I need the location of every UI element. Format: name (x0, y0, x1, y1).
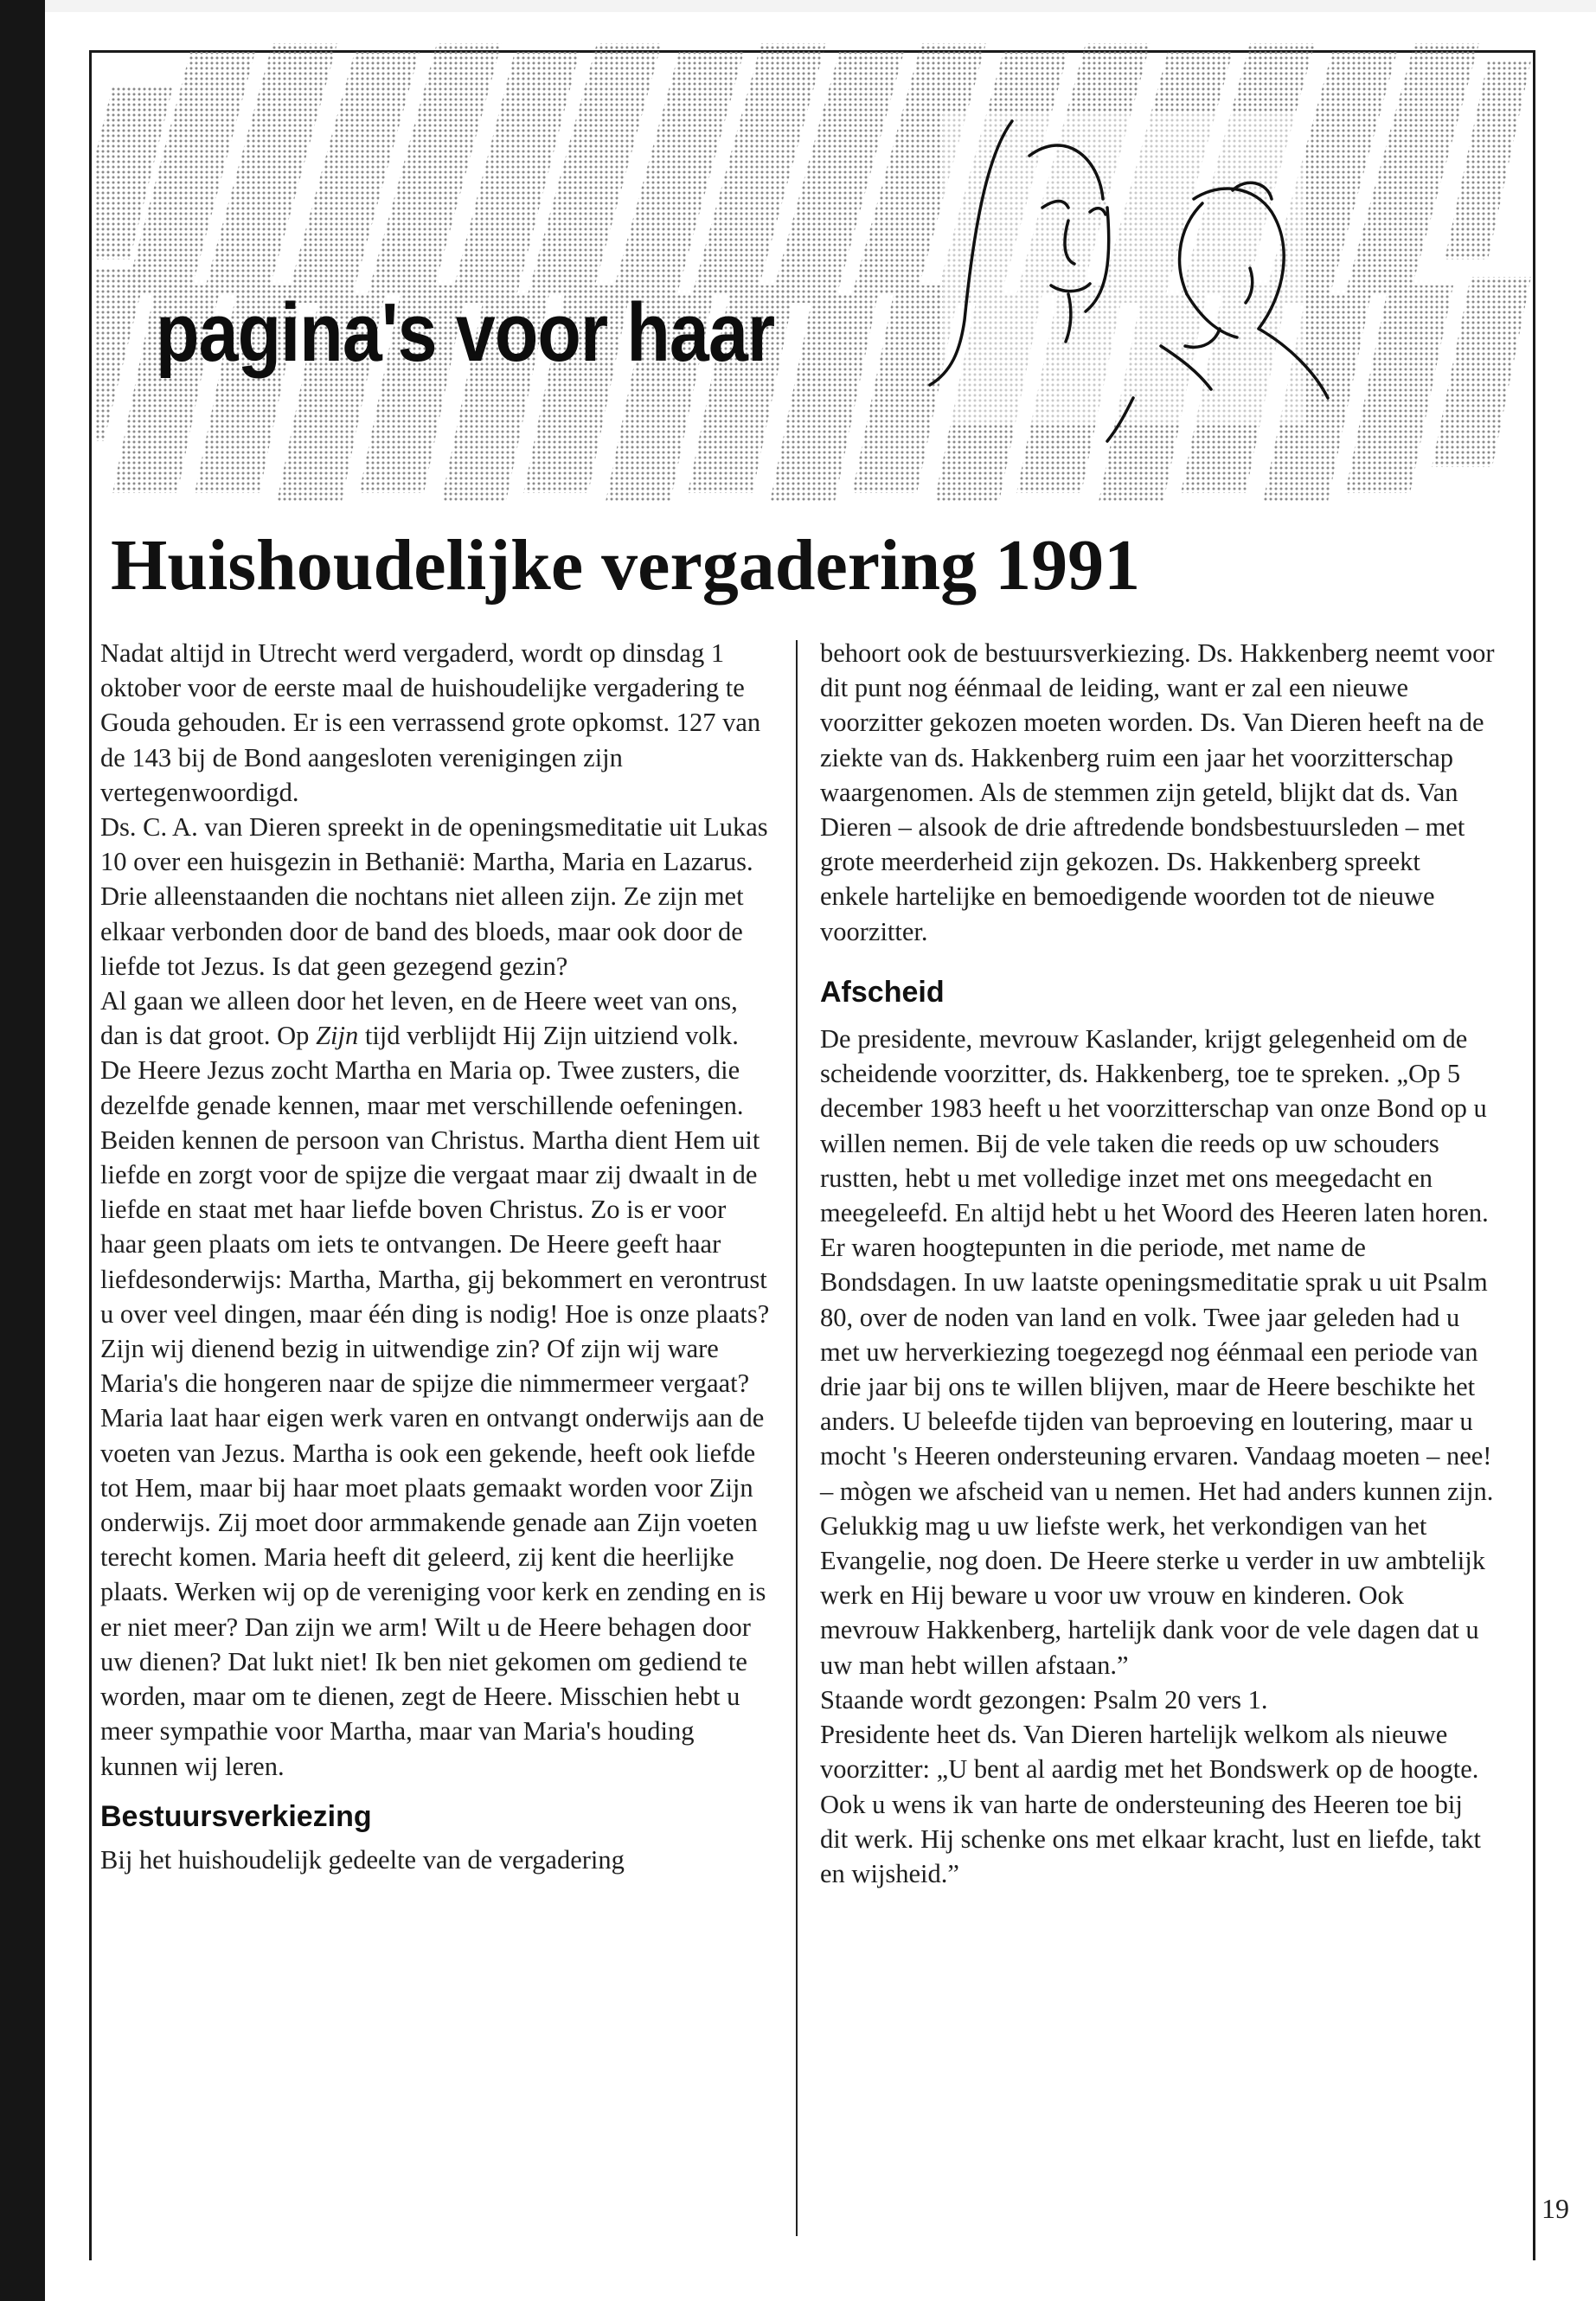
page-number: 19 (1542, 2193, 1569, 2224)
paragraph: Staande wordt gezongen: Psalm 20 vers 1. (820, 1684, 1268, 1715)
header-banner-illustration (95, 35, 1536, 519)
column-divider (796, 640, 798, 2236)
paragraph: Presidente heet ds. Van Dieren hartelijk welkom als nieuwe voorzitter: „U bent al aardig met het Bondswerk op de hoogte. Ook u wens ik van harte de ondersteuning des Heeren toe bij dit werk. Hij schenke ons met elkaar kracht, lust en liefde, takt en wijsheid.” (820, 1720, 1481, 1888)
paragraph: Ds. C. A. van Dieren spreekt in de openingsmeditatie uit Lukas 10 over een huisgezin in Bethanië: Martha, Maria en Lazarus. Drie alleenstaanden die nochtans niet alleen zijn. Ze zijn met elkaar verbonden door de band des bloeds, maar ook door de liefde tot Jezus. Is dat geen gezegend gezin? (100, 812, 768, 981)
paragraph: De Heere Jezus zocht Martha en Maria op. Twee zusters, die dezelfde genade kennen, maar met verschillende oefeningen. Beiden kennen de persoon van Christus. Martha dient Hem uit liefde en zorgt voor de spijze die vergaat maar zij dwaalt in de liefde en staat met haar liefde boven Christus. Zo is er voor haar geen plaats om iets te ontvangen. De Heere geeft haar liefdesonderwijs: Martha, Martha, gij bekommert en verontrust u over veel dingen, maar één ding is nodig! Hoe is onze plaats? Zijn wij dienend bezig in uitwendige zin? Of zijn wij ware Maria's die hongeren naar de spijze die nimmermeer vergaat? Maria laat haar eigen werk varen en ontvangt onderwijs aan de voeten van Jezus. Martha is ook een gekende, heeft ook liefde tot Hem, maar bij haar moet plaats gemaakt worden voor Zijn onderwijs. Zij moet door armmakende genade aan Zijn voeten terecht komen. Maria heeft dit geleerd, zij kent die heerlijke plaats. Werken wij op de vereniging voor kerk en zending en is er niet meer? Dan zijn we arm! Wilt u de Heere behagen door uw dienen? Dat lukt niet! Ik ben niet gekomen om gediend te worden, maar om te dienen, zegt de Heere. Misschien hebt u meer sympathie voor Martha, maar van Maria's houding kunnen wij leren. (100, 1055, 770, 1781)
section-title: pagina's voor haar (156, 286, 775, 379)
paragraph: behoort ook de bestuursverkiezing. Ds. Hakkenberg neemt voor dit punt nog éénmaal de leiding, want er zal een nieuwe voorzitter gekozen moeten worden. Ds. Van Dieren heeft na de ziekte van ds. Hakkenberg ruim een jaar het voorzitterschap waargenomen. Als de stemmen zijn geteld, blijkt dat ds. Van Dieren – alsook de drie aftredende bondsbestuursleden – met grote meerderheid zijn gekozen. Ds. Hakkenberg spreekt enkele hartelijke en bemoedigende woorden tot de nieuwe voorzitter. (820, 638, 1495, 946)
paragraph-text: Al gaan we alleen door het leven, en de Heere weet van ons, dan is dat groot. Op (100, 986, 738, 1051)
scan-edge (0, 0, 45, 2301)
left-column (100, 636, 775, 1877)
halftone-stripes (95, 43, 1531, 502)
frame-left-rule (89, 50, 92, 2260)
paragraph-text: tijd verblijdt Hij Zijn uitziend volk. (358, 1021, 739, 1051)
subheading-bestuursverkiezing: Bestuursverkiezing (100, 1799, 372, 1833)
right-column (820, 636, 1495, 1891)
paragraph: Bij het huishoudelijk gedeelte van de vergadering (100, 1844, 625, 1875)
emphasis-text: Zijn (316, 1021, 359, 1051)
article-heading: Huishoudelijke vergadering 1991 (111, 525, 1141, 606)
paragraph: Nadat altijd in Utrecht werd vergaderd, wordt op dinsdag 1 oktober voor de eerste maal de huishoudelijke vergadering te Gouda gehouden. Er is een verrassend grote opkomst. 127 van de 143 bij de Bond aangesloten verenigingen zijn vertegenwoordigd. (100, 638, 761, 807)
subheading-afscheid: Afscheid (820, 975, 945, 1009)
paragraph: De presidente, mevrouw Kaslander, krijgt gelegenheid om de scheidende voorzitter, ds. Hakkenberg, toe te spreken. „Op 5 december 1983 heeft u het voorzitterschap van onze Bond op u willen nemen. Bij de vele taken die reeds op uw schouders rustten, hebt u met volledige inzet met ons meegedacht en meegeleefd. En altijd hebt u het Woord des Heeren laten horen. Er waren hoogtepunten in die periode, met name de Bondsdagen. In uw laatste openingsmeditatie sprak u uit Psalm 80, over de noden van land en volk. Twee jaar geleden had u met uw herverkiezing toegezegd nog éénmaal een periode van drie jaar bij ons te willen blijven, maar de Heere beschikte het anders. U beleefde tijden van beproeving en loutering, maar u mocht 's Heeren ondersteuning ervaren. Vandaag moeten – nee! – mògen we afscheid van u nemen. Het had anders kunnen zijn. Gelukkig mag u uw liefste werk, het verkondigen van het Evangelie, nog doen. De Heere sterke u verder in uw ambtelijk werk en Hij beware u voor uw vrouw en kinderen. Ook mevrouw Hakkenberg, hartelijk dank voor de vele dagen dat u uw man hebt willen afstaan.” (820, 1024, 1494, 1680)
page-edge-top (0, 0, 1596, 12)
paragraph (100, 984, 775, 1053)
